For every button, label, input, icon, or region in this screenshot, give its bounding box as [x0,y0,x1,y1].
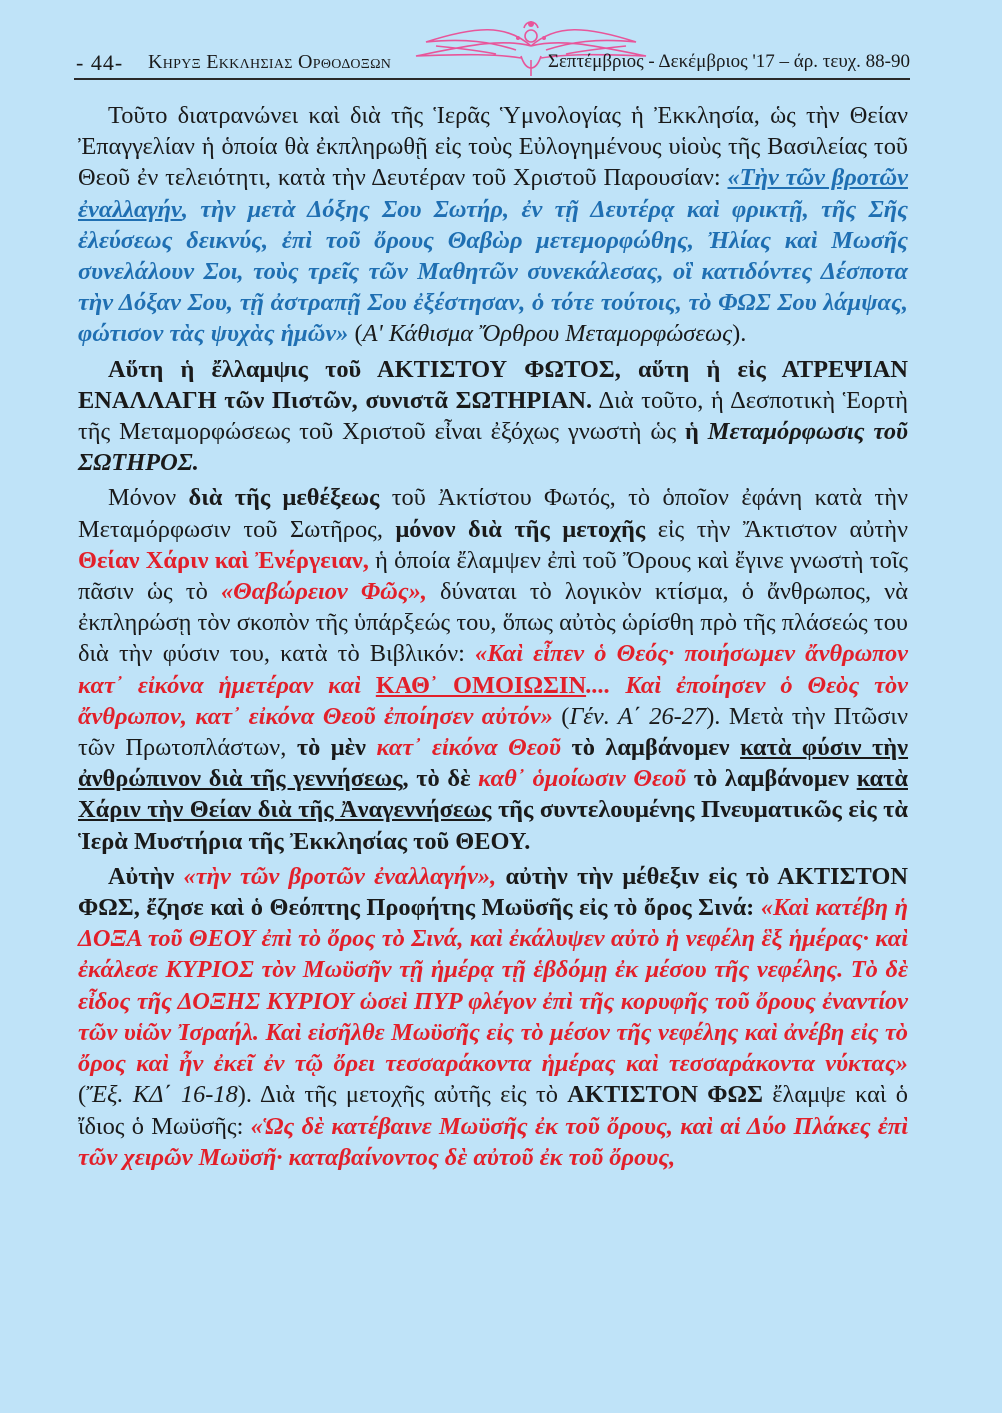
hymn-quote: , τὴν μετὰ Δόξης Σου Σωτήρ, ἐν τῇ Δευτέρᾳ καὶ φρικτῇ, τῆς Σῆς ἐλεύσεως δεικνύς, ἐπὶ τοῦ ὄρους Θαβὼρ μετεμορφώθης, Ἠλίας καὶ Μωσῆς συνελάλουν Σοι, τοὺς τρεῖς τῶν Μαθητῶν συνεκάλεσας, οἳ κατιδόντες Δέσποτα τὴν Δόξαν Σου, τῇ ἀστραπῇ Σου ἐξέστησαν, ὁ τότε τούτοις, τὸ ΦΩΣ Σου λάμψας, φώτισον τὰς ψυχὰς ἡμῶν» [78,195,908,348]
p4-bold-a: Αὐτὴν [108,862,184,890]
p3-text-e: δύναται τὸ λογικὸν κτίσμα, ὁ ἄνθρωπος, νὰ ἐκπληρώσῃ τὸν σκοπὸν τῆς ὑπάρξεώς του, ὅπως αὐτὸς ὡρίσθη πρὸ τῆς πλάσεώς του διὰ τὴν φύσιν του, κατὰ τὸ Βιβλικόν: [78,578,908,668]
genesis-quote-a: «Καὶ εἶπεν ὁ Θεός· ποιήσωμεν ἄνθρωπον κατ᾽ εἰκόνα ἡμετέραν καὶ [78,640,908,699]
p3-text-b: τοῦ Ἀκτίστου Φωτός, τὸ ὁποῖον ἐφάνη κατὰ τὴν Μεταμόρφωσιν τοῦ Σωτῆρος, [78,484,909,543]
p3-text-a: Μόνον [108,484,189,512]
p3-bold-c: τὸ μὲν [296,734,377,762]
genesis-quote-b: .... Καὶ ἐποίησεν ὁ Θεὸς τὸν ἄνθρωπον, κατ᾽ εἰκόνα Θεοῦ ἐποίησεν αὐτόν» [78,671,908,730]
p1-citation: Α' Κάθισμα Ὄρθρου Μεταμορφώσεως [362,320,733,348]
p3-bold-d: τὸ λαμβάνομεν [560,734,741,762]
p3-underlined-b: κατὰ Χάριν τὴν Θείαν διὰ τῆς Ἀναγεννήσεως [78,765,908,824]
paragraph-2 [78,354,908,479]
paragraph-4 [78,861,908,1173]
exodus-quote: «Καὶ κατέβη ἡ ΔΟΞΑ τοῦ ΘΕΟΥ ἐπὶ τὸ ὄρος τὸ Σινά, καὶ ἐκάλυψεν αὐτὸ ἡ νεφέλη ἓξ ἡμέρας· καὶ ἐκάλεσε ΚΥΡΙΟΣ τὸν Μωϋσῆν τῇ ἡμέρᾳ τῇ ἑβδόμῃ ἐκ μέσου τῆς νεφέλης. Τὸ δὲ εἶδος τῆς ΔΟΞΗΣ ΚΥΡΙΟΥ ὡσεὶ ΠΥΡ φλέγον ἐπὶ τῆς κορυφῆς τοῦ ὄρους ἐναντίον τῶν υἱῶν Ἰσραήλ. Καὶ εἰσῆλθε Μωϋσῆς εἰς τὸ μέσον τῆς νεφέλης καὶ ἀνέβη εἰς τὸ ὄρος καὶ ἦν ἐκεῖ ἐν τῷ ὄρει τεσσαράκοντα ἡμέρας καὶ τεσσαράκοντα νύκτας» [78,894,908,1078]
p3-red-b: «Θαβώρειον Φῶς», [220,578,427,606]
p4-citation-open: ( [78,1081,87,1109]
p3-red-a: Θείαν Χάριν καὶ Ἐνέργειαν, [78,546,369,574]
exodus-quote-2: «Ὡς δὲ κατέβαινε Μωϋσῆς ἐκ τοῦ ὄρους, καὶ αἱ Δύο Πλάκες ἐπὶ τῶν χειρῶν Μωϋσῆ· καταβαίνοντος δὲ αὐτοῦ ἐκ τοῦ ὄρους, [78,1112,908,1171]
p3-underlined-a: κατὰ φύσιν τὴν ἀνθρώπινον διὰ τῆς γεννήσεως [78,734,909,793]
p3-red-d: καθ᾽ ὁμοίωσιν Θεοῦ [478,765,687,793]
article-body [78,100,908,1173]
p3-text-f: ). Μετὰ τὴν Πτῶσιν τῶν Πρωτοπλάστων, [78,702,908,762]
p3-bold-f: τὸ λαμβάνομεν [686,765,857,793]
p3-bold-a: διὰ τῆς μεθέξεως [188,484,380,512]
genesis-quote-underlined: ΚΑΘ᾽ ΟΜΟΙΩΣΙΝ [375,671,587,699]
issue-info: Σεπτέμβριος - Δεκέμβριος '17 – άρ. τευχ. 88-90 [547,51,910,72]
paragraph-1 [78,100,908,350]
p4-bold-c: ΑΚΤΙΣΤΟΝ ΦΩΣ [567,1081,763,1109]
p1-text: Τοῦτο διατρανώνει καὶ διὰ τῆς Ἱερᾶς Ὑμνολογίας ἡ Ἐκκλησία, ὡς τὴν Θείαν Ἐπαγγελίαν ἡ ὁποία θὰ ἐκπληρωθῇ εἰς τοὺς Εὐλογημένους υἱοὺς τῆς Βασιλείας τοῦ Θεοῦ ἐν τελειότητι, κατὰ τὴν Δευτέραν τοῦ Χριστοῦ Παρουσίαν: [78,102,908,192]
p4-citation: Ἔξ. ΚΔ΄ 16-18 [86,1081,238,1109]
p1-citation-open: ( [348,320,363,348]
p4-bold-b: αὐτὴν τὴν μέθεξιν εἰς τὸ ΑΚΤΙΣΤΟΝ ΦΩΣ, ἔζησε καὶ ὁ Θεόπτης Προφήτης Μωϋσῆς εἰς τὸ ὄρος Σινά: [78,862,908,922]
p2-bold-statement: Αὕτη ἡ ἔλλαμψις τοῦ ΑΚΤΙΣΤΟΥ ΦΩΤΟΣ, αὕτη ἡ εἰς ΑΤΡΕΨΙΑΝ ΕΝΑΛΛΑΓΗ τῶν Πιστῶν, συνιστᾶ ΣΩΤΗΡΙΑΝ. [78,355,908,414]
p3-citation: Γέν. Α΄ 26-27 [569,702,707,730]
p3-citation-open: ( [552,702,570,730]
p2-feast-name: Μεταμόρφωσις τοῦ ΣΩΤΗΡΟΣ. [78,418,909,477]
p4-text-a: ). Διὰ τῆς μετοχῆς αὐτῆς εἰς τὸ [237,1081,568,1109]
hymn-quote-start: «Τὴν τῶν βροτῶν ἐναλλαγήν [78,164,908,223]
p3-text-c: εἰς τὴν Ἄκτιστον αὐτὴν [645,515,908,543]
page-number: - 44- [76,50,124,75]
p3-bold-b: μόνον διὰ τῆς μετοχῆς [395,515,646,543]
running-header [74,46,910,86]
p2-article: ἡ [685,418,699,446]
p3-red-c: κατ᾽ εἰκόνα Θεοῦ [376,734,561,762]
paragraph-3 [78,482,908,856]
p1-citation-close: ). [732,320,747,348]
p3-text-d: ἡ ὁποία ἔλαμψεν ἐπὶ τοῦ Ὄρους καὶ ἔγινε γνωστὴ τοῖς πᾶσιν ὡς τὸ [78,546,908,606]
p2-text: Διὰ τοῦτο, ἡ Δεσποτικὴ Ἑορτὴ τῆς Μεταμορφώσεως τοῦ Χριστοῦ εἶναι ἐξόχως γνωστὴ ὡς [78,386,908,446]
header-rule [74,78,910,80]
p4-text-b: ἔλαμψε καὶ ὁ ἴδιος ὁ Μωϋσῆς: [78,1081,908,1140]
journal-title: Κηρυξ Εκκλησιας Ορθοδοξων [148,51,392,73]
p3-bold-g: τῆς συντελουμένης Πνευματικῶς εἰς τὰ Ἱερὰ Μυστήρια τῆς Ἐκκλησίας τοῦ ΘΕΟΥ. [78,796,908,855]
p3-bold-e: , τὸ δὲ [402,765,479,793]
p4-red-a: «τὴν τῶν βροτῶν ἐναλλαγήν», [183,862,497,890]
